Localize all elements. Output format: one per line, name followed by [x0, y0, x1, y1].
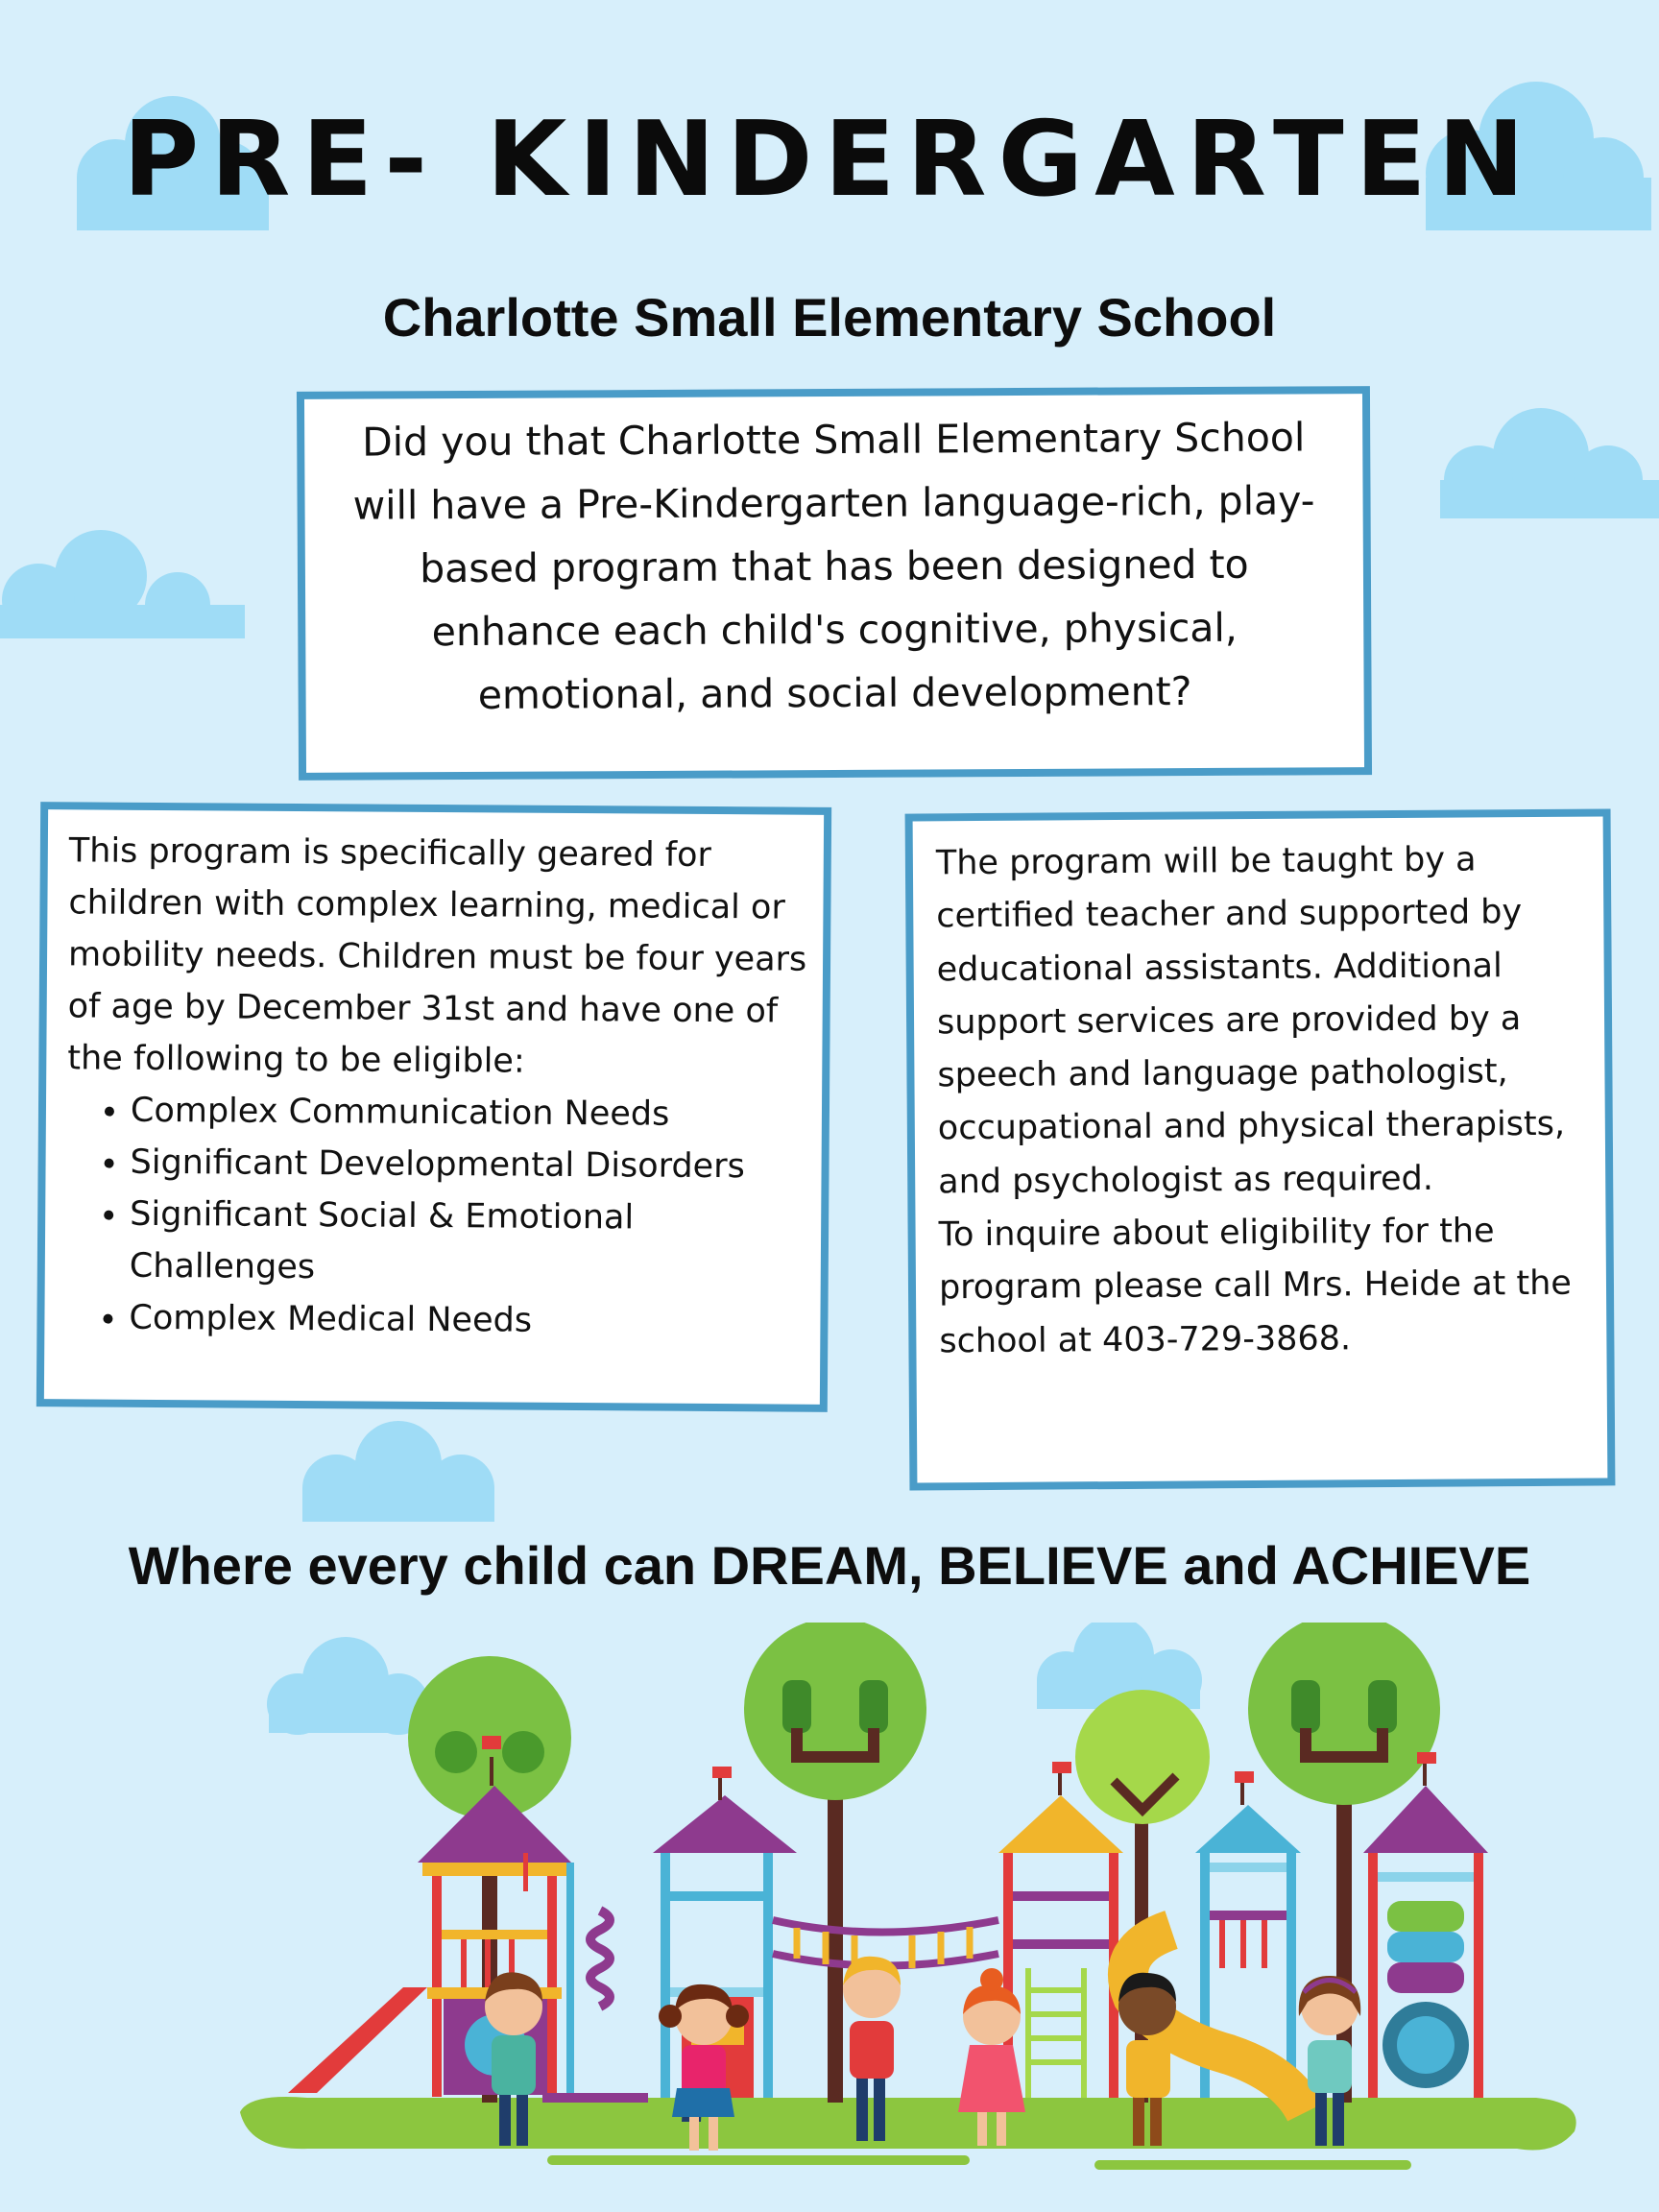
cloud-left-middle [0, 528, 254, 638]
contact-text: To inquire about eligibility for the program please call Mrs. Heide at the school at 403-729-3868. [938, 1212, 1572, 1361]
list-item: • Complex Medical Needs [129, 1292, 806, 1349]
cloud-bottom-left [283, 1416, 514, 1522]
playground-illustration [230, 1623, 1594, 2208]
eligibility-box [36, 802, 831, 1412]
play-tower-5 [1363, 1752, 1488, 2098]
school-name: Charlotte Small Elementary School [382, 287, 1277, 348]
eligibility-text: This program is specifically geared for children with complex learning, medical or mobility needs. Children must be four years of age by December 31st and have one of the following to be eligible: [67, 831, 807, 1081]
list-item: • Complex Communication Needs [131, 1085, 808, 1142]
intro-text: Did you that Charlotte Small Elementary School will have a Pre-Kindergarten language-rich, play-based program that has been designed to enhance each child's cognitive, physical, emotional, and social development? [352, 414, 1315, 718]
list-item: • Significant Social & Emotional Challenges [130, 1189, 808, 1297]
intro-box [297, 386, 1372, 781]
staffing-text: The program will be taught by a certified teacher and supported by educational assistants. Additional support services are provided by a speech and language pathologist, occupational and physical therapists, and psychologist as required. [935, 840, 1566, 1202]
page-title: PRE- KINDERGARTEN [123, 100, 1536, 220]
list-item: • Significant Developmental Disorders [130, 1137, 807, 1193]
play-tower-2 [653, 1767, 797, 2098]
tagline: Where every child can DREAM, BELIEVE and ACHIEVE [128, 1535, 1531, 1596]
staffing-box [905, 808, 1616, 1490]
eligibility-list [65, 1084, 808, 1348]
cloud-right-middle [1421, 403, 1659, 518]
